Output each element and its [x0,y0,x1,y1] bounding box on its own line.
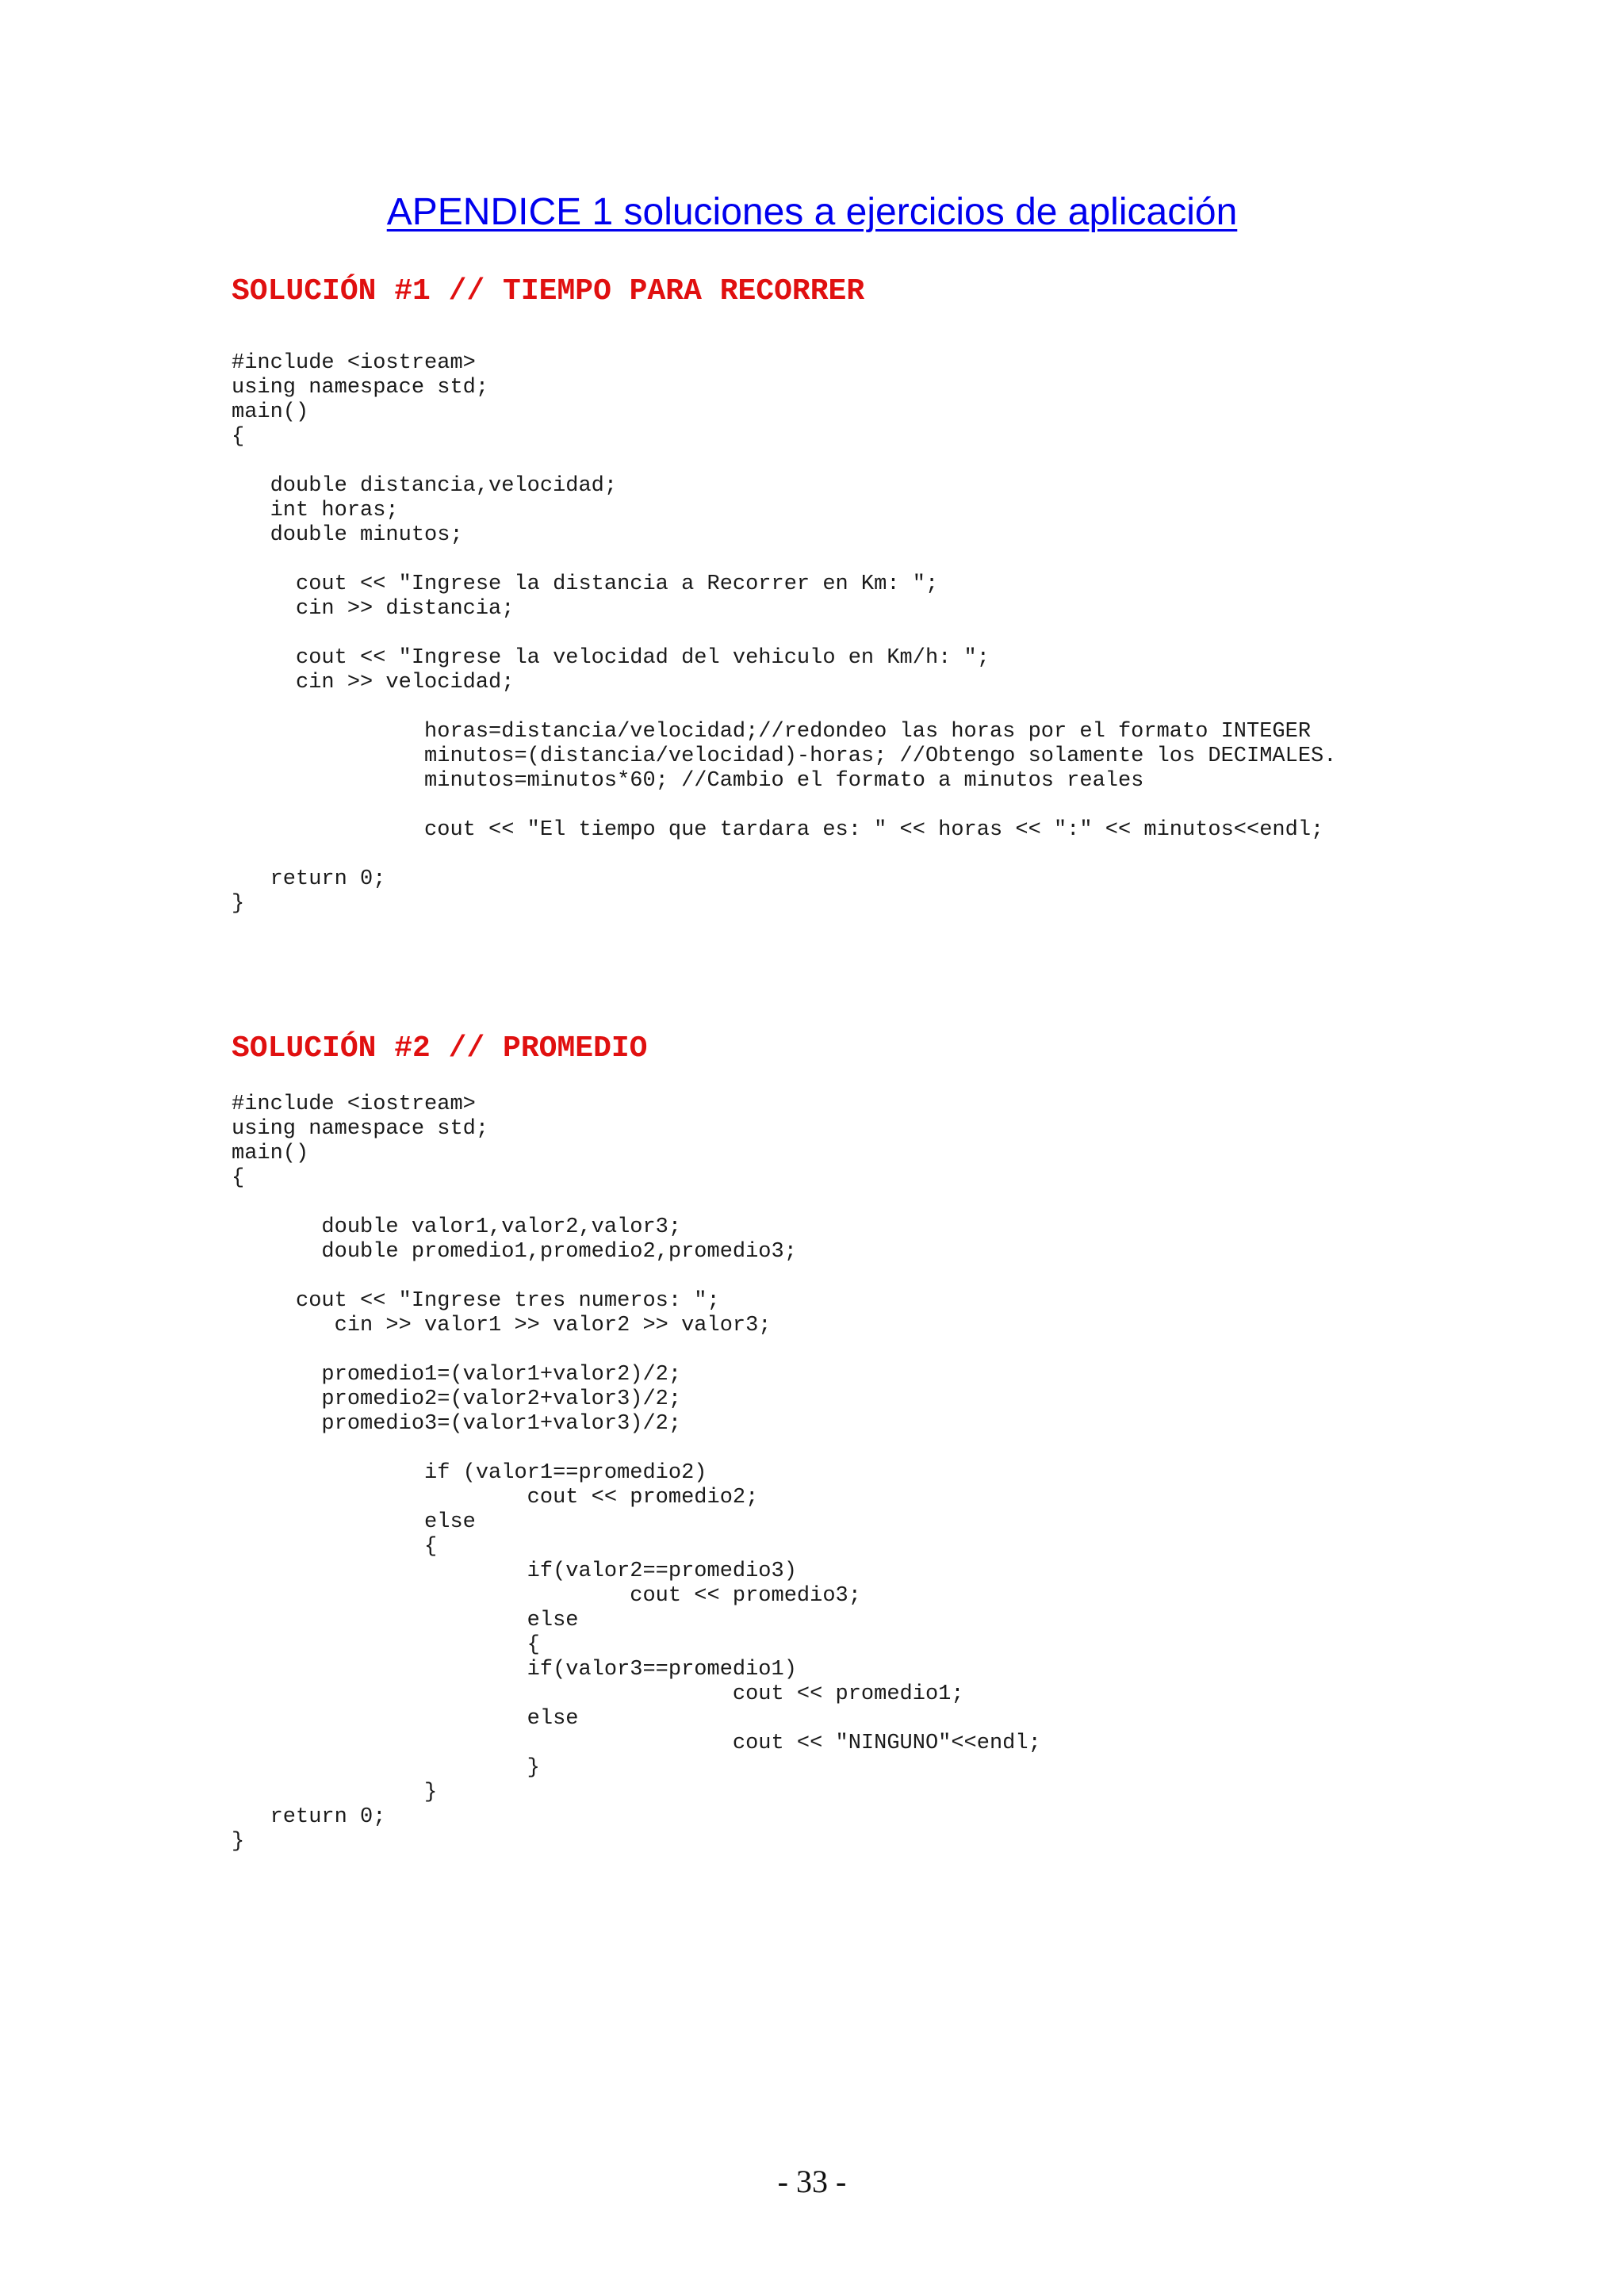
code-line: #include <iostream> [232,1093,476,1116]
page-number: - 33 - [777,2164,847,2199]
code-line: cout << promedio1; [232,1682,964,1706]
code-line: promedio1=(valor1+valor2)/2; [232,1363,682,1387]
code-line: cout << "Ingrese la velocidad del vehiculo en Km/h: "; [232,646,990,670]
code-line: cout << promedio2; [232,1486,759,1510]
code-line: double distancia,velocidad; [232,474,618,498]
code-line [232,1437,1041,1461]
code-line [232,843,1336,867]
code-line: cout << "Ingrese la distancia a Recorrer en Km: "; [232,572,939,596]
code-line: cout << "Ingrese tres numeros: "; [232,1289,720,1313]
code-line: promedio2=(valor2+valor3)/2; [232,1387,682,1411]
section-heading-solucion-2: SOLUCIÓN #2 // PROMEDIO [232,1031,648,1066]
code-line [232,1265,1041,1289]
code-line: minutos=(distancia/velocidad)-horas; //Obtengo solamente los DECIMALES. [232,744,1337,768]
code-line: { [232,1633,540,1657]
code-line: double valor1,valor2,valor3; [232,1215,682,1239]
code-line [232,794,1336,818]
section-heading-solucion-1: SOLUCIÓN #1 // TIEMPO PARA RECORRER [232,274,865,308]
code-line: } [232,892,245,916]
code-line: else [232,1510,476,1534]
code-line: double promedio1,promedio2,promedio3; [232,1240,797,1264]
code-line: if(valor3==promedio1) [232,1658,797,1682]
code-line [232,1191,1041,1215]
code-line: { [232,1166,245,1190]
code-line: } [232,1781,438,1804]
code-line: using namespace std; [232,1117,489,1141]
code-line: { [232,1535,438,1559]
code-line [232,450,1336,474]
code-line [232,1338,1041,1363]
code-line: cin >> distancia; [232,597,515,621]
code-line: cin >> valor1 >> valor2 >> valor3; [232,1314,772,1337]
code-line: main() [232,400,309,424]
code-block-solucion-1 [232,351,1336,916]
code-line: if(valor2==promedio3) [232,1559,797,1583]
code-line: cout << promedio3; [232,1584,861,1608]
code-line: horas=distancia/velocidad;//redondeo las horas por el formato INTEGER [232,720,1312,744]
code-line: cin >> velocidad; [232,671,515,695]
code-line: main() [232,1142,309,1165]
code-line: minutos=minutos*60; //Cambio el formato a minutos reales [232,769,1144,793]
code-line: if (valor1==promedio2) [232,1461,707,1485]
code-line [232,622,1336,646]
code-line: } [232,1830,245,1854]
page-title-link[interactable]: APENDICE 1 soluciones a ejercicios de aplicación [386,191,1238,233]
code-line [232,548,1336,572]
code-line: { [232,425,245,449]
code-line [232,695,1336,720]
code-line: double minutos; [232,523,463,547]
code-line: cout << "El tiempo que tardara es: " << horas << ":" << minutos<<endl; [232,818,1324,842]
code-line: promedio3=(valor1+valor3)/2; [232,1412,682,1436]
code-block-solucion-2 [232,1093,1041,1854]
code-line: else [232,1609,579,1632]
code-line: using namespace std; [232,376,489,400]
code-line: } [232,1756,540,1780]
code-line: cout << "NINGUNO"<<endl; [232,1732,1041,1755]
code-line: int horas; [232,499,399,522]
code-line: else [232,1707,579,1731]
code-line: #include <iostream> [232,351,476,375]
code-line: return 0; [232,1805,386,1829]
code-line: return 0; [232,867,386,891]
